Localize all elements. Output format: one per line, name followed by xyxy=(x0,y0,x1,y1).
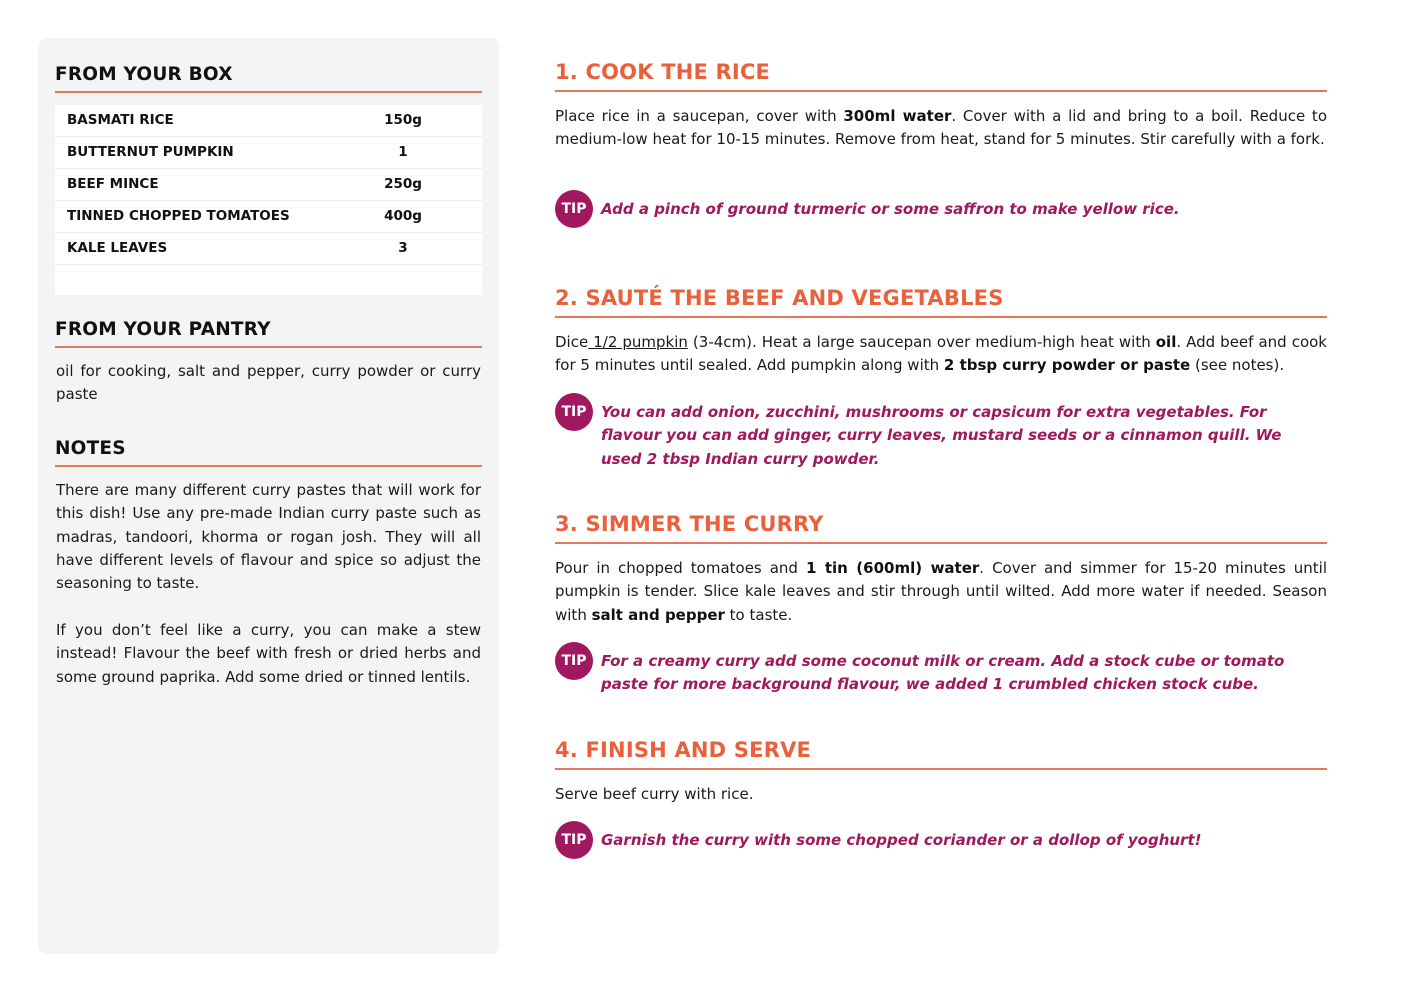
step-2-text: Dice 1/2 pumpkin (3-4cm). Heat a large saucepan over medium-high heat with oil. Add beef and cook for 5 minutes until sealed. Add pumpkin along with 2 tbsp curry powder or paste (see notes). xyxy=(555,333,1327,375)
ingredient-qty: 250g xyxy=(384,176,422,192)
tip-text: You can add onion, zucchini, mushrooms or capsicum for extra vegetables. For flavour you can add ginger, curry leaves, mustard seeds or a cinnamon quill. We used 2 tbsp Indian curry powder. xyxy=(601,403,1282,468)
step-1-text: Place rice in a saucepan, cover with 300ml water. Cover with a lid and bring to a boil. Reduce to medium-low heat for 10-15 minutes. Remove from heat, stand for 5 minutes. Stir carefully with a fork. xyxy=(555,107,1327,149)
table-row xyxy=(55,137,482,169)
tip-badge: TIP xyxy=(555,190,593,228)
table-row xyxy=(55,105,482,137)
ingredients-table xyxy=(55,105,482,295)
notes-title: NOTES xyxy=(55,438,482,467)
step-3-title: 3. SIMMER THE CURRY xyxy=(555,512,1327,544)
tip-text: For a creamy curry add some coconut milk or cream. Add a stock cube or tomato paste for more background flavour, we added 1 crumbled chicken stock cube. xyxy=(601,652,1285,694)
step-4-text: Serve beef curry with rice. xyxy=(555,785,754,803)
step-1-title: 1. COOK THE RICE xyxy=(555,60,1327,92)
table-row xyxy=(55,169,482,201)
tip-text: Add a pinch of ground turmeric or some saffron to make yellow rice. xyxy=(601,200,1180,218)
ingredient-name: TINNED CHOPPED TOMATOES xyxy=(67,208,290,224)
ingredient-qty: 150g xyxy=(384,112,422,128)
tip-badge: TIP xyxy=(555,821,593,859)
ingredient-name: BEEF MINCE xyxy=(67,176,159,192)
notes-paragraph-1: There are many different curry pastes that will work for this dish! Use any pre-made Indian curry paste such as madras, tandoori, khorma or rogan josh. They will all have different levels of flavour and spice so adjust the seasoning to taste. xyxy=(56,481,481,593)
step-3-text: Pour in chopped tomatoes and 1 tin (600ml) water. Cover and simmer for 15-20 minutes until pumpkin is tender. Slice kale leaves and stir through until wilted. Add more water if needed. Season with salt and pepper to taste. xyxy=(555,559,1327,624)
notes-paragraph-2: If you don’t feel like a curry, you can make a stew instead! Flavour the beef with fresh or dried herbs and some ground paprika. Add some dried or tinned lentils. xyxy=(56,621,481,686)
ingredient-name: BUTTERNUT PUMPKIN xyxy=(67,144,234,160)
from-box-title: FROM YOUR BOX xyxy=(55,64,482,93)
left-panel xyxy=(38,38,499,954)
ingredient-name: BASMATI RICE xyxy=(67,112,174,128)
table-row xyxy=(55,233,482,265)
tip-badge: TIP xyxy=(555,393,593,431)
tip-badge: TIP xyxy=(555,642,593,680)
ingredient-qty: 400g xyxy=(384,208,422,224)
step-4-title: 4. FINISH AND SERVE xyxy=(555,738,1327,770)
from-pantry-title: FROM YOUR PANTRY xyxy=(55,319,482,348)
ingredient-qty: 3 xyxy=(398,240,408,256)
ingredient-name: KALE LEAVES xyxy=(67,240,168,256)
pantry-text: oil for cooking, salt and pepper, curry powder or curry paste xyxy=(56,362,481,404)
table-row xyxy=(55,201,482,233)
ingredient-qty: 1 xyxy=(398,144,408,160)
tip-text: Garnish the curry with some chopped coriander or a dollop of yoghurt! xyxy=(601,831,1202,849)
step-2-title: 2. SAUTÉ THE BEEF AND VEGETABLES xyxy=(555,286,1327,318)
